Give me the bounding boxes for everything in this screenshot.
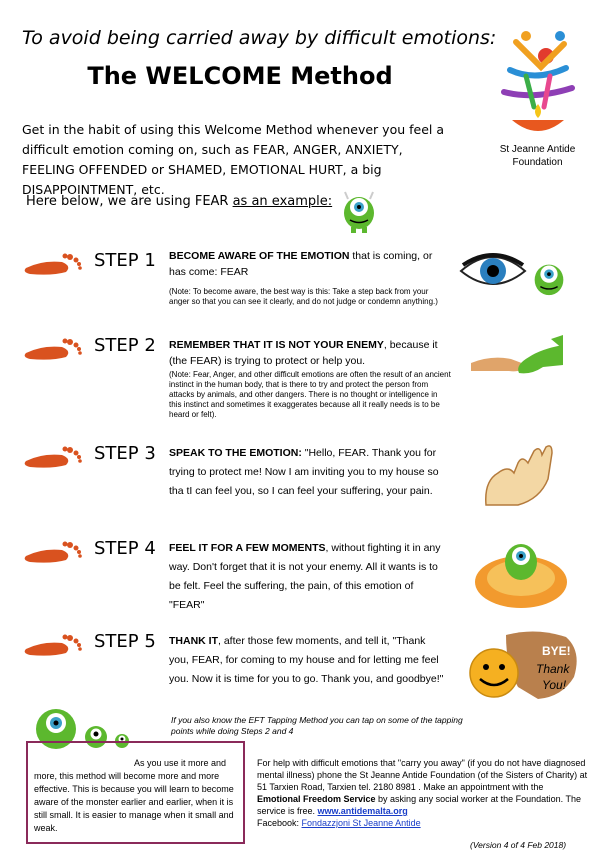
- smiley-thank-you-icon: [466, 627, 582, 703]
- help-paragraph: [257, 757, 588, 829]
- step-5-label: STEP 5: [94, 631, 156, 652]
- step-1-note: (Note: To become aware, the best way is this: Take a step back from your anger so that you can see it clearly, and do not judge or condemn anything.): [169, 287, 438, 306]
- tip-box-text: [34, 757, 239, 835]
- footprint-icon: [22, 629, 84, 659]
- page-title: The WELCOME Method: [87, 62, 393, 90]
- monster-icon: [340, 187, 378, 233]
- step-1-bold: BECOME AWARE OF THE EMOTION: [169, 250, 350, 262]
- step-5-text: [169, 632, 447, 689]
- hands-holding-monster-icon: [471, 528, 571, 612]
- monster-icon: [530, 255, 568, 299]
- handshake-icon: [471, 335, 563, 389]
- step-3-body: "Hello, FEAR. Thank you for trying to protect me! Now I am inviting you to my house so tha tI can feel you, so I can feel your suffering, your pain.: [169, 447, 439, 497]
- facebook-label: Facebook:: [257, 818, 302, 828]
- footprint-icon: [22, 333, 84, 363]
- logo-line-2: Foundation: [512, 157, 563, 168]
- help-service-name: Emotional Freedom Service: [257, 794, 376, 804]
- version-note: (Version 4 of 4 Feb 2018): [470, 840, 567, 850]
- footprint-icon: [22, 536, 84, 566]
- tip-box-body: As you use it more and more, this method will become more and more effective. This is because you will learn to become aware of the monster earlier and earlier, when it is still small. It is easier to manage when it small and weak.: [34, 758, 234, 833]
- example-line: [26, 194, 332, 209]
- step-4-text: [169, 539, 447, 615]
- intro-paragraph: Get in the habit of using this Welcome Method whenever you feel a difficult emotion coming on, such as FEAR, ANGER, ANXIETY, FEELING OFFENDED or SHAMED, EMOTIONAL HURT, a big DISAPPOINTMENT, etc.: [22, 122, 444, 197]
- badge-line-1: BYE!: [542, 644, 571, 658]
- logo-line-1: St Jeanne Antide: [499, 144, 576, 155]
- facebook-link[interactable]: Fondazzjoni St Jeanne Antide: [301, 818, 421, 828]
- step-3-label: STEP 3: [94, 443, 156, 464]
- badge-line-3: You!: [542, 678, 567, 692]
- step-4-bold: FEEL IT FOR A FEW MOMENTS: [169, 542, 326, 554]
- tapping-note: If you also know the EFT Tapping Method you can tap on some of the tapping points while doing Steps 2 and 4: [171, 715, 463, 736]
- step-2-text: [169, 337, 447, 369]
- help-text-1: For help with difficult emotions that "carry you away" (if you do not have diagnosed mental illness) phone the St Jeanne Antide Foundation (of the Sisters of Charity) at 51 Tarxien Road, Tarxien tel. 2180 8981 . Make an appointment with the: [257, 758, 588, 792]
- example-underlined: as an example:: [232, 194, 333, 209]
- step-1-body: that is coming, or has come: FEAR: [169, 250, 433, 278]
- footprint-icon: [22, 441, 84, 471]
- logo-caption: [480, 143, 595, 169]
- step-4-body: , without fighting it in any way. Don't forget that it is not your enemy. All it wants is to be felt. Feel the suffering, the pain, of this emotion of "FEAR": [169, 542, 441, 611]
- help-text-2: by asking any social worker at the Foundation. The service is free.: [257, 794, 581, 816]
- website-link[interactable]: www.antidemalta.org: [317, 806, 408, 816]
- step-4-label: STEP 4: [94, 538, 156, 559]
- step-2-body: , because it (the FEAR) is trying to protect or help you.: [169, 339, 438, 367]
- step-2-note: (Note: Fear, Anger, and other difficult emotions are often the result of an ancient instinct in the human body, that is there to try and protect the person from attacks by animals, and other dangers. There is no thought or intelligence in this instinct and sometimes it exaggerates because all it really needs is to be heard or felt).: [169, 370, 451, 419]
- step-5-bold: THANK IT: [169, 635, 218, 647]
- tip-box: [26, 741, 245, 844]
- step-5-body: , after those few moments, and tell it, "Thank you, FEAR, for coming to my house and for letting me feel you. Now it is time for you to go. Thank you, and goodbye!": [169, 635, 444, 685]
- step-1-text: [169, 248, 447, 280]
- step-1-label: STEP 1: [94, 250, 156, 271]
- badge-line-2: Thank: [536, 662, 570, 676]
- eye-icon: [459, 249, 527, 295]
- example-prefix: Here below, we are using FEAR: [26, 194, 233, 209]
- step-3-bold: SPEAK TO THE EMOTION:: [169, 447, 302, 459]
- hand-icon: [478, 443, 564, 509]
- step-2-bold: REMEMBER THAT IT IS NOT YOUR ENEMY: [169, 339, 384, 351]
- footprint-icon: [22, 248, 84, 278]
- page-subtitle: To avoid being carried away by difficult emotions:: [22, 27, 497, 49]
- step-3-text: [169, 444, 447, 501]
- step-2-label: STEP 2: [94, 335, 156, 356]
